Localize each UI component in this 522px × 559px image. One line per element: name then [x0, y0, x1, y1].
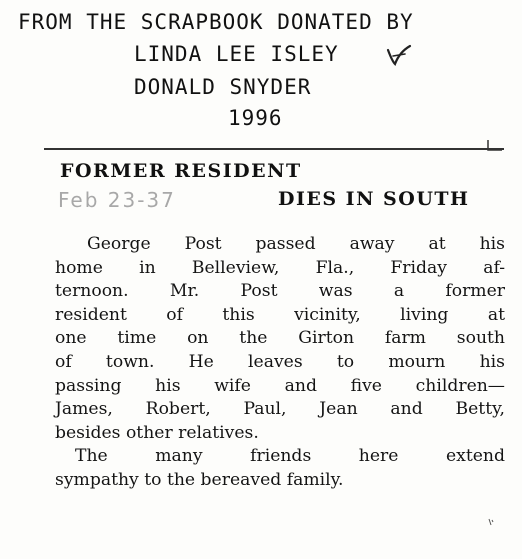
article-body	[55, 233, 505, 493]
headline-line-2: DIES IN SOUTH	[278, 188, 470, 210]
article-line: James, Robert, Paul, Jean and Betty,	[55, 399, 505, 420]
article-line: home in Belleview, Fla., Friday af-	[55, 257, 505, 278]
article-paragraph-2	[55, 445, 505, 492]
typed-header-year: 1996	[228, 106, 283, 130]
article-line: of town. He leaves to mourn his	[55, 351, 505, 372]
article-line: sympathy to the bereaved family.	[55, 469, 344, 490]
article-line: George Post passed away at his	[87, 234, 505, 254]
headline-line-1: FORMER RESIDENT	[60, 160, 302, 182]
article-line: The many friends here extend	[75, 446, 505, 467]
typed-header-line-3: DONALD SNYDER	[134, 75, 312, 99]
clipping-top-rule	[44, 148, 504, 150]
pencil-date-annotation: Feb 23-37	[58, 188, 176, 212]
clipping-corner-mark-icon	[486, 138, 504, 152]
paper-speck-mark	[488, 518, 494, 526]
article-paragraph-1	[55, 233, 505, 445]
typed-header-line-2: LINDA LEE ISLEY	[134, 42, 339, 66]
article-line: passing his wife and five children—	[55, 375, 505, 396]
article-line: one time on the Girton farm south	[55, 328, 505, 349]
article-line: besides other relatives.	[55, 422, 259, 443]
handwritten-check-mark-icon	[385, 44, 413, 68]
article-line: ternoon. Mr. Post was a former	[55, 281, 505, 302]
typed-header-line-1: FROM THE SCRAPBOOK DONATED BY	[18, 10, 414, 34]
article-line: resident of this vicinity, living at	[55, 304, 505, 325]
